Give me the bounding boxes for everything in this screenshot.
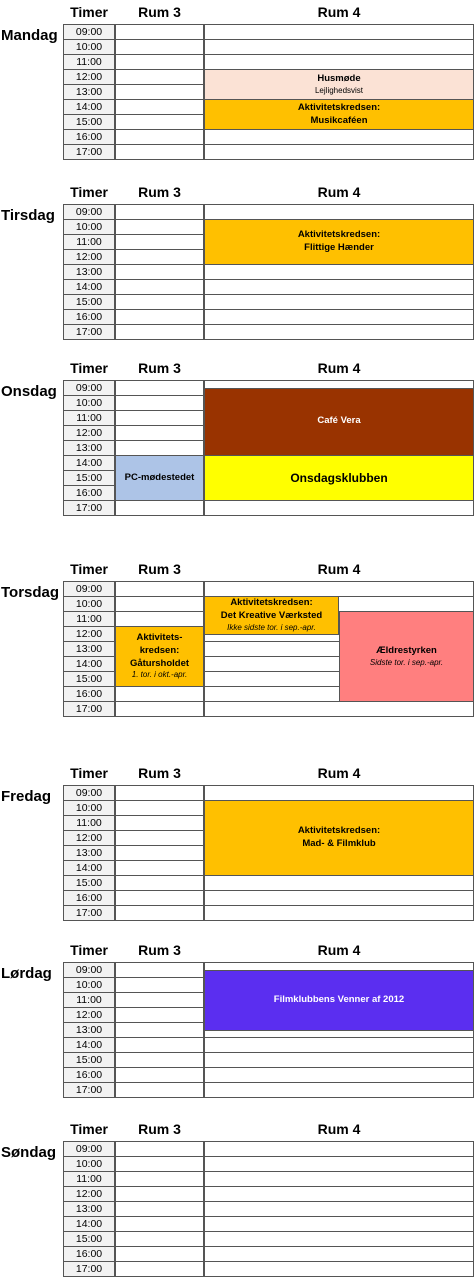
time-slot: 13:00 (63, 1022, 115, 1038)
rum4-cell[interactable] (204, 264, 474, 280)
time-slot: 15:00 (63, 875, 115, 891)
time-slot: 13:00 (63, 1201, 115, 1217)
time-slot: 10:00 (63, 977, 115, 993)
event-title: Ældrestyrken (376, 644, 437, 656)
rum4-cell[interactable] (204, 500, 474, 516)
rum3-cell[interactable] (115, 84, 204, 100)
time-slot: 10:00 (63, 395, 115, 411)
rum3-cell[interactable] (115, 1201, 204, 1217)
event-block[interactable] (204, 69, 474, 100)
rum4-cell[interactable] (204, 1216, 474, 1232)
rum3-cell[interactable] (115, 129, 204, 145)
rum4-cell[interactable] (204, 581, 474, 597)
time-slot: 17:00 (63, 324, 115, 340)
time-slot: 15:00 (63, 294, 115, 310)
rum3-cell[interactable] (115, 830, 204, 846)
rum3-cell[interactable] (115, 99, 204, 115)
rum3-cell[interactable] (115, 1156, 204, 1172)
event-title: kredsen: (139, 644, 180, 656)
rum4-cell[interactable] (204, 1082, 474, 1098)
event-block[interactable] (115, 626, 204, 687)
rum4-cell[interactable] (204, 1231, 474, 1247)
rum3-cell[interactable] (115, 815, 204, 831)
time-slot: 14:00 (63, 1037, 115, 1053)
header-timer: Timer (70, 184, 108, 200)
header-rum3: Rum 3 (138, 184, 181, 200)
rum3-cell[interactable] (115, 1186, 204, 1202)
header-rum4: Rum 4 (317, 184, 361, 200)
header-rum3: Rum 3 (138, 1121, 181, 1137)
time-slot: 12:00 (63, 1186, 115, 1202)
rum3-cell[interactable] (115, 800, 204, 816)
rum4-cell[interactable] (204, 24, 474, 40)
rum3-cell[interactable] (115, 500, 204, 516)
rum3-cell[interactable] (115, 860, 204, 876)
rum3-cell[interactable] (115, 410, 204, 426)
rum3-cell[interactable] (115, 611, 204, 627)
header-timer: Timer (70, 1121, 108, 1137)
event-title: Filmklubbens Venner af 2012 (273, 993, 405, 1005)
time-slot: 10:00 (63, 596, 115, 612)
day-name: Tirsdag (1, 207, 55, 224)
rum3-cell[interactable] (115, 701, 204, 717)
time-slot: 09:00 (63, 962, 115, 978)
time-slot: 11:00 (63, 234, 115, 250)
time-slot: 11:00 (63, 992, 115, 1008)
event-title: Flittige Hænder (304, 242, 374, 253)
time-slot: 16:00 (63, 1246, 115, 1262)
time-slot: 10:00 (63, 800, 115, 816)
rum4-cell[interactable] (204, 279, 474, 295)
event-note: Sidste tor. i sep.-apr. (369, 657, 444, 667)
event-title: Aktivitetskredsen: (297, 825, 381, 837)
rum4-cell[interactable] (204, 144, 474, 160)
rum3-cell[interactable] (115, 1261, 204, 1277)
rum3-cell[interactable] (115, 39, 204, 55)
rum3-cell[interactable] (115, 686, 204, 702)
rum3-cell[interactable] (115, 425, 204, 441)
time-slot: 11:00 (63, 611, 115, 627)
time-slot: 15:00 (63, 470, 115, 486)
rum4-cell[interactable] (204, 905, 474, 921)
rum3-cell[interactable] (115, 144, 204, 160)
header-rum3: Rum 3 (138, 360, 181, 376)
time-slot: 09:00 (63, 1141, 115, 1157)
time-slot: 09:00 (63, 785, 115, 801)
header-rum4: Rum 4 (317, 1121, 361, 1137)
event-note: Ikke sidste tor. i sep.-apr. (227, 622, 316, 632)
time-slot: 09:00 (63, 581, 115, 597)
rum3-cell[interactable] (115, 581, 204, 597)
time-slot: 14:00 (63, 279, 115, 295)
rum4-cell[interactable] (204, 54, 474, 70)
rum3-cell[interactable] (115, 905, 204, 921)
time-slot: 16:00 (63, 890, 115, 906)
rum3-cell[interactable] (115, 54, 204, 70)
time-slot: 09:00 (63, 204, 115, 220)
time-slot: 14:00 (63, 656, 115, 672)
event-block[interactable] (204, 388, 474, 457)
rum4-cell[interactable] (204, 1037, 474, 1053)
time-slot: 17:00 (63, 144, 115, 160)
rum3-cell[interactable] (115, 1052, 204, 1068)
event-block[interactable] (204, 99, 474, 130)
time-slot: 10:00 (63, 1156, 115, 1172)
rum3-cell[interactable] (115, 1246, 204, 1262)
event-title: Husmøde (317, 72, 361, 84)
header-rum3: Rum 3 (138, 4, 181, 20)
time-slot: 15:00 (63, 1231, 115, 1247)
rum4-cell[interactable] (204, 204, 474, 220)
rum3-cell[interactable] (115, 977, 204, 993)
header-rum4: Rum 4 (317, 4, 361, 20)
time-slot: 16:00 (63, 129, 115, 145)
rum3-cell[interactable] (115, 249, 204, 265)
event-title: PC-mødestedet (124, 471, 195, 483)
header-rum4: Rum 4 (317, 765, 361, 781)
time-slot: 10:00 (63, 219, 115, 235)
time-slot: 14:00 (63, 99, 115, 115)
event-title: Aktivitetskredsen: (230, 597, 313, 609)
day-name: Torsdag (1, 584, 60, 601)
time-slot: 15:00 (63, 114, 115, 130)
rum3-cell[interactable] (115, 204, 204, 220)
rum4-cell[interactable] (204, 890, 474, 906)
rum4-cell[interactable] (204, 1156, 474, 1172)
header-rum4: Rum 4 (317, 942, 361, 958)
rum3-cell[interactable] (115, 440, 204, 456)
header-rum4: Rum 4 (317, 360, 361, 376)
time-slot: 09:00 (63, 380, 115, 396)
time-slot: 13:00 (63, 845, 115, 861)
time-slot: 13:00 (63, 264, 115, 280)
event-block[interactable] (204, 219, 474, 265)
rum3-cell[interactable] (115, 1067, 204, 1083)
rum4-cell[interactable] (204, 129, 474, 145)
rum4-cell[interactable] (204, 785, 474, 801)
event-title: Gåtursholdet (129, 657, 190, 669)
event-block[interactable] (204, 970, 474, 1031)
header-timer: Timer (70, 765, 108, 781)
event-note: 1. tor. i okt.-apr. (131, 670, 188, 680)
day-name: Mandag (1, 27, 58, 44)
event-block[interactable] (204, 455, 474, 501)
rum4-cell[interactable] (204, 875, 474, 891)
time-slot: 11:00 (63, 54, 115, 70)
rum3-cell[interactable] (115, 1231, 204, 1247)
time-slot: 16:00 (63, 1067, 115, 1083)
rum4-cell[interactable] (204, 1067, 474, 1083)
time-slot: 16:00 (63, 309, 115, 325)
time-slot: 12:00 (63, 830, 115, 846)
time-slot: 09:00 (63, 24, 115, 40)
header-timer: Timer (70, 561, 108, 577)
event-title: Det Kreative Værksted (220, 609, 323, 621)
rum3-cell[interactable] (115, 1082, 204, 1098)
time-slot: 16:00 (63, 485, 115, 501)
rum4-cell[interactable] (204, 1246, 474, 1262)
header-rum4: Rum 4 (317, 561, 361, 577)
rum3-cell[interactable] (115, 1171, 204, 1187)
day-name: Onsdag (1, 383, 57, 400)
event-block[interactable] (204, 596, 339, 635)
time-slot: 17:00 (63, 500, 115, 516)
event-block[interactable] (204, 800, 474, 876)
day-name: Fredag (1, 788, 52, 805)
header-rum3: Rum 3 (138, 942, 181, 958)
rum3-cell[interactable] (115, 294, 204, 310)
time-slot: 17:00 (63, 701, 115, 717)
time-slot: 13:00 (63, 84, 115, 100)
time-slot: 12:00 (63, 69, 115, 85)
time-slot: 15:00 (63, 1052, 115, 1068)
header-timer: Timer (70, 942, 108, 958)
rum3-cell[interactable] (115, 69, 204, 85)
rum3-cell[interactable] (115, 596, 204, 612)
header-timer: Timer (70, 4, 108, 20)
time-slot: 14:00 (63, 455, 115, 471)
time-slot: 11:00 (63, 815, 115, 831)
event-title: Aktivitetskredsen: (297, 101, 381, 113)
event-title: Mad- & Filmklub (302, 838, 376, 849)
rum4-cell[interactable] (204, 324, 474, 340)
time-slot: 17:00 (63, 905, 115, 921)
rum3-cell[interactable] (115, 324, 204, 340)
rum3-cell[interactable] (115, 309, 204, 325)
time-slot: 11:00 (63, 410, 115, 426)
rum4-cell[interactable] (204, 1261, 474, 1277)
event-title: Onsdagsklubben (290, 470, 388, 485)
time-slot: 16:00 (63, 686, 115, 702)
rum3-cell[interactable] (115, 890, 204, 906)
header-timer: Timer (70, 360, 108, 376)
rum4-cell[interactable] (204, 1052, 474, 1068)
day-name: Lørdag (1, 965, 52, 982)
rum3-cell[interactable] (115, 1141, 204, 1157)
rum3-cell[interactable] (115, 395, 204, 411)
header-rum3: Rum 3 (138, 561, 181, 577)
rum4-cell[interactable] (204, 1171, 474, 1187)
rum3-cell[interactable] (115, 1216, 204, 1232)
rum3-cell[interactable] (115, 1037, 204, 1053)
rum4-cell[interactable] (204, 39, 474, 55)
event-block[interactable] (115, 455, 204, 501)
event-title: Café Vera (317, 415, 361, 427)
rum3-cell[interactable] (115, 1022, 204, 1038)
rum4-cell[interactable] (204, 701, 474, 717)
event-block[interactable] (339, 611, 474, 702)
rum3-cell[interactable] (115, 845, 204, 861)
time-slot: 12:00 (63, 249, 115, 265)
time-slot: 17:00 (63, 1261, 115, 1277)
event-title: Musikcaféen (310, 114, 368, 126)
rum4-cell[interactable] (204, 1141, 474, 1157)
rum3-cell[interactable] (115, 785, 204, 801)
day-name: Søndag (1, 1144, 56, 1161)
rum3-cell[interactable] (115, 279, 204, 295)
time-slot: 12:00 (63, 626, 115, 642)
time-slot: 15:00 (63, 671, 115, 687)
header-rum3: Rum 3 (138, 765, 181, 781)
rum3-cell[interactable] (115, 962, 204, 978)
rum3-cell[interactable] (115, 1007, 204, 1023)
rum3-cell[interactable] (115, 234, 204, 250)
event-subtitle: Lejlighedsvist (314, 85, 364, 95)
rum4-cell[interactable] (204, 1201, 474, 1217)
time-slot: 12:00 (63, 1007, 115, 1023)
rum3-cell[interactable] (115, 219, 204, 235)
time-slot: 14:00 (63, 860, 115, 876)
rum3-cell[interactable] (115, 264, 204, 280)
time-slot: 12:00 (63, 425, 115, 441)
rum4-cell[interactable] (204, 1186, 474, 1202)
rum3-cell[interactable] (115, 380, 204, 396)
time-slot: 10:00 (63, 39, 115, 55)
rum3-cell[interactable] (115, 24, 204, 40)
time-slot: 11:00 (63, 1171, 115, 1187)
rum3-cell[interactable] (115, 114, 204, 130)
rum4-cell[interactable] (204, 309, 474, 325)
time-slot: 17:00 (63, 1082, 115, 1098)
time-slot: 13:00 (63, 641, 115, 657)
event-title: Aktivitets- (136, 631, 183, 643)
event-title: Aktivitetskredsen: (297, 229, 381, 241)
rum4-cell[interactable] (204, 294, 474, 310)
rum3-cell[interactable] (115, 992, 204, 1008)
time-slot: 14:00 (63, 1216, 115, 1232)
rum3-cell[interactable] (115, 875, 204, 891)
time-slot: 13:00 (63, 440, 115, 456)
